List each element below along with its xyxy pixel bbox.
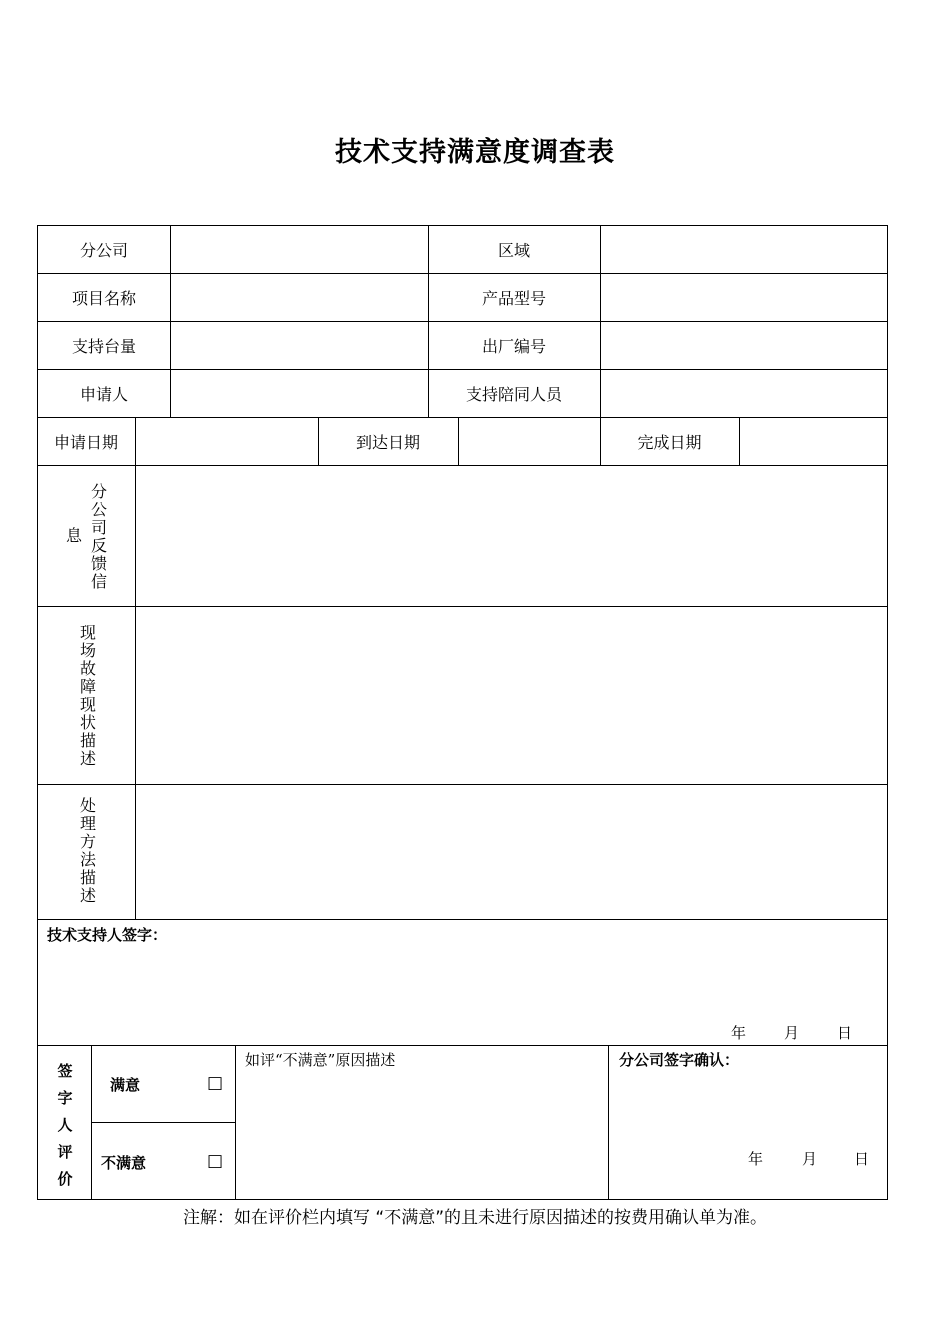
label-applicant: 申请人 bbox=[79, 384, 128, 404]
branch-confirm-field[interactable] bbox=[609, 1070, 887, 1145]
field-branch[interactable] bbox=[171, 225, 428, 273]
support-signature-field[interactable] bbox=[38, 940, 887, 1020]
branch-confirm-label: 分公司签字确认： bbox=[619, 1051, 740, 1069]
unsatisfied-reason-field[interactable] bbox=[236, 1070, 608, 1198]
field-complete-date[interactable] bbox=[740, 417, 887, 465]
branch-confirm-day: 日 bbox=[854, 1150, 870, 1168]
satisfied-checkbox[interactable]: □ bbox=[207, 1073, 224, 1093]
label-apply-date: 申请日期 bbox=[53, 432, 118, 452]
field-region[interactable] bbox=[601, 225, 887, 273]
support-signature-month: 月 bbox=[784, 1024, 800, 1042]
field-accompanying-staff[interactable] bbox=[601, 369, 887, 417]
support-signature-year: 年 bbox=[731, 1024, 747, 1042]
label-accompanying-staff: 支持陪同人员 bbox=[465, 384, 562, 404]
field-apply-date[interactable] bbox=[136, 417, 318, 465]
field-branch-feedback[interactable] bbox=[136, 466, 887, 606]
label-signer-evaluation: 签 字 人 评 价 bbox=[57, 1061, 73, 1188]
label-branch: 分公司 bbox=[79, 240, 128, 260]
unsatisfied-reason-label: 如评“不满意”原因描述 bbox=[245, 1051, 396, 1069]
unsatisfied-label: 不满意 bbox=[101, 1154, 147, 1172]
field-applicant[interactable] bbox=[171, 369, 428, 417]
page-title: 技术支持满意度调查表 bbox=[335, 137, 615, 168]
field-support-count[interactable] bbox=[171, 321, 428, 369]
label-branch-feedback-tail: 息 bbox=[65, 526, 82, 545]
field-project-name[interactable] bbox=[171, 273, 428, 321]
label-arrival-date: 到达日期 bbox=[355, 432, 420, 452]
label-fault-description: 现 场 故 障 现 状 描 述 bbox=[79, 623, 96, 768]
footnote: 注解：如在评价栏内填写 “不满意”的且未进行原因描述的按费用确认单为准。 bbox=[182, 1208, 768, 1228]
support-signature-label: 技术支持人签字： bbox=[47, 926, 168, 944]
support-signature-day: 日 bbox=[837, 1024, 853, 1042]
label-method-description: 处 理 方 法 描 述 bbox=[79, 796, 96, 905]
field-method-description[interactable] bbox=[136, 785, 887, 919]
field-product-model[interactable] bbox=[601, 273, 887, 321]
label-support-count: 支持台量 bbox=[71, 336, 136, 356]
label-region: 区域 bbox=[497, 240, 530, 260]
branch-confirm-month: 月 bbox=[802, 1150, 818, 1168]
field-factory-number[interactable] bbox=[601, 321, 887, 369]
label-product-model: 产品型号 bbox=[481, 288, 546, 308]
label-project-name: 项目名称 bbox=[71, 288, 136, 308]
branch-confirm-year: 年 bbox=[748, 1150, 764, 1168]
label-branch-feedback: 分 公 司 反 馈 信 bbox=[90, 482, 107, 591]
field-arrival-date[interactable] bbox=[459, 417, 600, 465]
unsatisfied-checkbox[interactable]: □ bbox=[207, 1151, 224, 1171]
satisfied-label: 满意 bbox=[110, 1076, 141, 1094]
field-fault-description[interactable] bbox=[136, 607, 887, 784]
label-factory-number: 出厂编号 bbox=[481, 336, 546, 356]
label-complete-date: 完成日期 bbox=[637, 432, 702, 452]
